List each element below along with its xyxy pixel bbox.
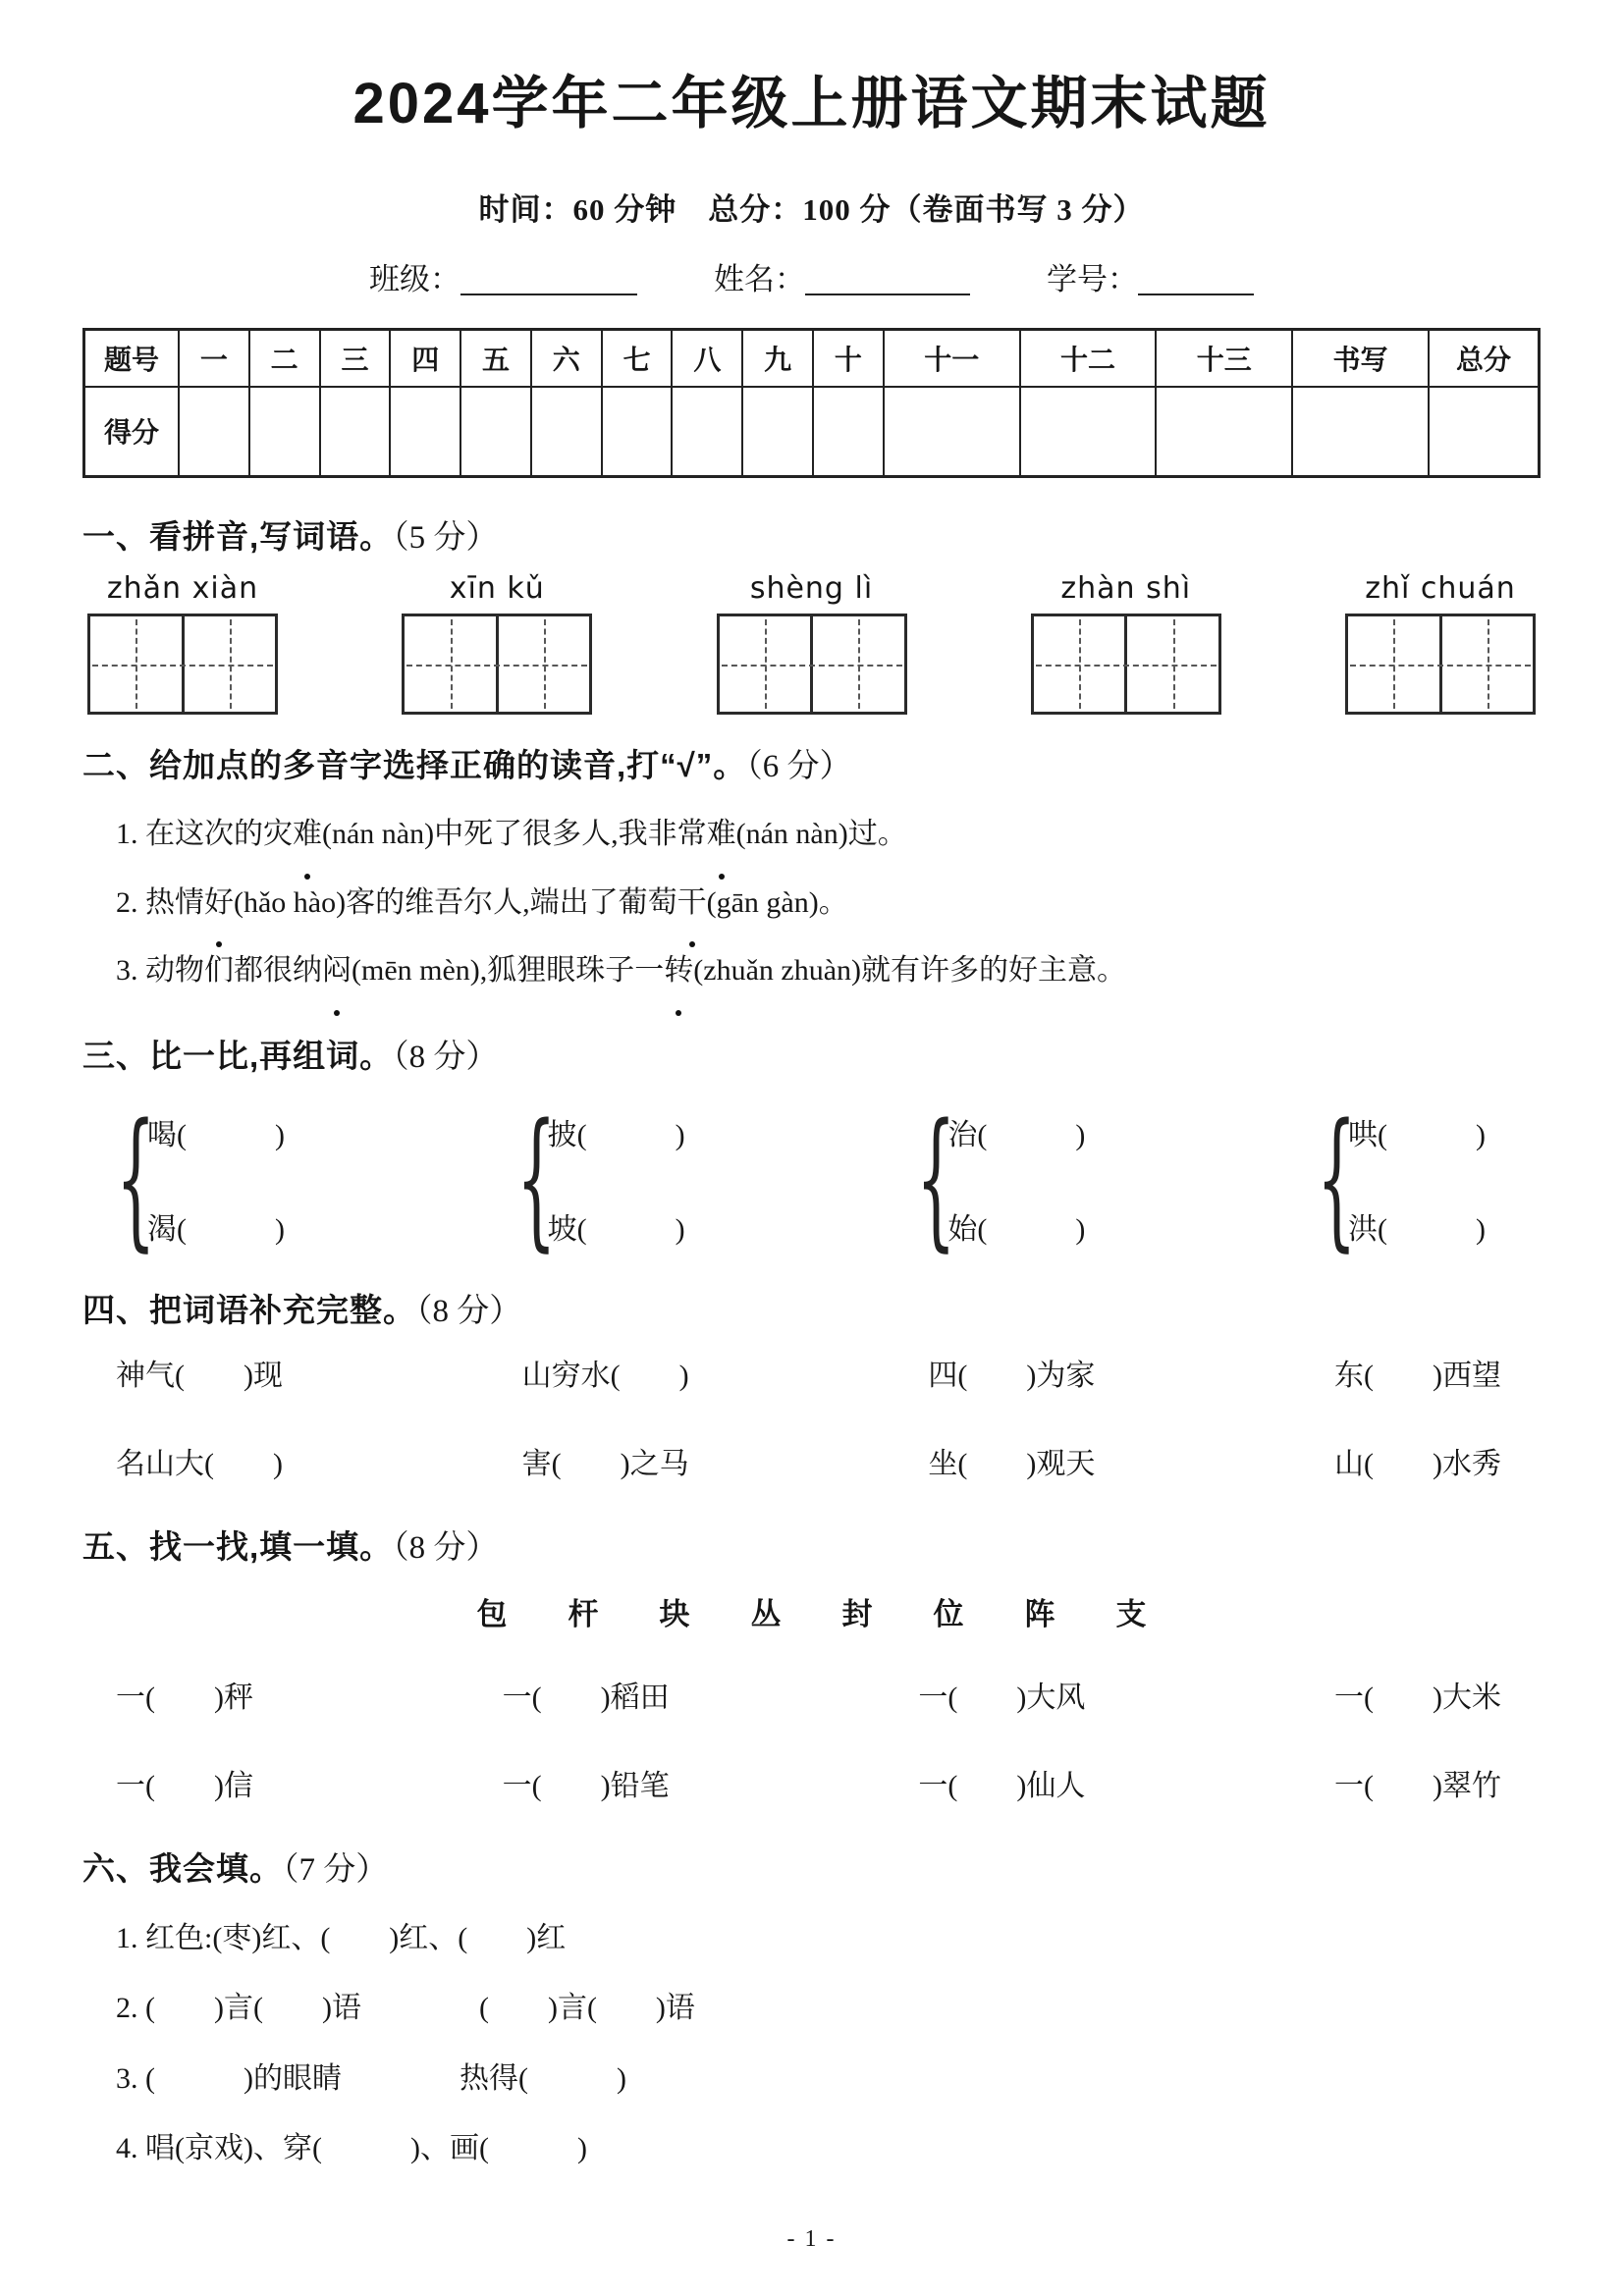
dotted-char: 转 <box>664 936 693 1005</box>
compare-pair <box>916 1091 1086 1265</box>
section-2-title: 二、给加点的多音字选择正确的读音,打“√”。 <box>82 747 747 783</box>
score-col-header: 七 <box>602 330 673 387</box>
bank-char: 位 <box>933 1596 964 1631</box>
compare-pair-item[interactable]: 喝( ) <box>147 1118 285 1151</box>
brace-icon: { <box>116 1091 156 1265</box>
pinyin-label: zhǐ chuán <box>1365 571 1516 606</box>
sentence-list <box>82 800 1541 1005</box>
sentence-item: 3. 动物们都很纳闷(mēn mèn),狐狸眼珠子一转(zhuǎn zhuàn)就有许多的好主意。 <box>82 936 1541 1005</box>
writing-cell[interactable] <box>810 616 904 712</box>
measure-word-item[interactable]: 一( )信 <box>116 1769 253 1802</box>
complete-word-item[interactable]: 坐( )观天 <box>928 1447 1096 1480</box>
complete-word-item[interactable]: 神气( )现 <box>116 1359 283 1392</box>
brace-icon: { <box>1317 1091 1357 1265</box>
compare-pair-rows <box>1348 1110 1486 1248</box>
section-1 <box>82 511 1541 715</box>
measure-words-rows <box>82 1667 1541 1810</box>
complete-word-item[interactable]: 害( )之马 <box>521 1447 689 1480</box>
measure-word-item[interactable]: 一( )仙人 <box>918 1769 1086 1802</box>
id-input[interactable] <box>1138 262 1254 295</box>
pinyin-group <box>86 571 279 715</box>
student-fields <box>82 254 1541 298</box>
pinyin-group <box>401 571 593 715</box>
score-cell[interactable] <box>742 387 813 477</box>
compare-pair-item[interactable]: 坡( ) <box>547 1212 685 1246</box>
bank-char: 封 <box>841 1596 873 1631</box>
section-2 <box>82 740 1541 1005</box>
compare-pair <box>515 1091 685 1265</box>
compare-pair-rows <box>548 1110 685 1248</box>
exam-meta: 时间：60 分钟 总分：100 分（卷面书写 3 分） <box>478 192 1145 227</box>
pinyin-label: xīn kǔ <box>449 571 545 606</box>
page-title: 2024学年二年级上册语文期末试题 <box>352 72 1271 135</box>
section-4 <box>82 1285 1541 1488</box>
section-1-title: 一、看拼音,写词语。 <box>82 518 394 555</box>
dotted-char: 干 <box>677 869 707 937</box>
pinyin-group <box>1030 571 1222 715</box>
fill-list <box>82 1903 1541 2184</box>
score-cell[interactable] <box>460 387 531 477</box>
word-row <box>82 1433 1541 1488</box>
dotted-char: 好 <box>204 869 234 937</box>
measure-word-item[interactable]: 一( )铅笔 <box>502 1769 670 1802</box>
compare-pair-rows <box>947 1110 1085 1248</box>
section-5 <box>82 1522 1541 1810</box>
compare-pair-item[interactable]: 哄( ) <box>1348 1118 1486 1151</box>
pinyin-group <box>1344 571 1537 715</box>
fill-item[interactable]: 4. 唱(京戏)、穿( )、画( ) <box>116 2131 587 2164</box>
writing-cell[interactable] <box>496 616 590 712</box>
score-cell[interactable] <box>1020 387 1157 477</box>
score-col-header: 六 <box>531 330 602 387</box>
compare-pair-item[interactable]: 渴( ) <box>147 1212 285 1246</box>
section-6-heading <box>82 1843 1541 1890</box>
class-input[interactable] <box>460 262 637 295</box>
section-5-heading <box>82 1522 1541 1568</box>
word-row <box>82 1345 1541 1400</box>
compare-pair-item[interactable]: 治( ) <box>947 1118 1086 1151</box>
score-cell[interactable] <box>1292 387 1429 477</box>
score-col-header: 八 <box>672 330 742 387</box>
score-cell[interactable] <box>390 387 460 477</box>
fill-item[interactable]: 2. ( )言( )语 ( )言( )语 <box>116 1992 695 2025</box>
score-row-label: 得分 <box>84 387 180 477</box>
score-cell[interactable] <box>249 387 320 477</box>
score-cell[interactable] <box>602 387 673 477</box>
writing-cell[interactable] <box>90 616 182 712</box>
score-col-header: 一 <box>179 330 249 387</box>
score-table-score-row <box>84 387 1540 477</box>
dotted-char: 难 <box>707 800 736 869</box>
bank-char: 块 <box>659 1596 690 1631</box>
score-col-header: 三 <box>320 330 391 387</box>
score-table-corner: 题号 <box>84 330 180 387</box>
score-table-header-row <box>84 330 1540 387</box>
name-label: 姓名： <box>714 262 805 296</box>
writing-cell[interactable] <box>405 616 496 712</box>
score-cell[interactable] <box>813 387 884 477</box>
writing-cell[interactable] <box>1034 616 1125 712</box>
measure-word-item[interactable]: 一( )秤 <box>116 1681 253 1714</box>
pinyin-group <box>716 571 908 715</box>
writing-box[interactable] <box>1031 614 1221 715</box>
brace-icon: { <box>916 1091 956 1265</box>
section-6-title: 六、我会填。 <box>82 1849 283 1887</box>
page-number: - 1 - <box>786 2226 837 2253</box>
compare-pair-item[interactable]: 洪( ) <box>1348 1212 1486 1246</box>
score-table <box>82 328 1541 478</box>
measure-word-item[interactable]: 一( )翠竹 <box>1334 1769 1501 1802</box>
sentence-item: 1. 在这次的灾难(nán nàn)中死了很多人,我非常难(nán nàn)过。 <box>82 800 1541 869</box>
score-cell[interactable] <box>179 387 249 477</box>
complete-word-item[interactable]: 东( )西望 <box>1334 1359 1501 1392</box>
section-3-title: 三、比一比,再组词。 <box>82 1037 394 1074</box>
bank-char: 包 <box>476 1596 508 1631</box>
score-col-header: 四 <box>390 330 460 387</box>
word-row <box>82 1755 1541 1810</box>
field-name <box>714 254 970 298</box>
writing-box[interactable] <box>87 614 278 715</box>
writing-cell[interactable] <box>1124 616 1218 712</box>
score-cell[interactable] <box>320 387 391 477</box>
id-label: 学号： <box>1047 262 1138 296</box>
bank-char: 杆 <box>568 1596 599 1631</box>
dotted-char: 闷 <box>322 936 352 1005</box>
bank-char: 支 <box>1115 1596 1147 1631</box>
writing-box[interactable] <box>402 614 592 715</box>
section-2-heading <box>82 740 1541 786</box>
class-label: 班级： <box>369 262 460 296</box>
sentence-item: 2. 热情好(hǎo hào)客的维吾尔人,端出了葡萄干(gān gàn)。 <box>82 869 1541 937</box>
score-col-header: 书写 <box>1292 330 1429 387</box>
section-6 <box>82 1843 1541 2184</box>
complete-word-item[interactable]: 山( )水秀 <box>1334 1447 1501 1480</box>
section-3 <box>82 1031 1541 1265</box>
writing-box[interactable] <box>717 614 907 715</box>
fill-item[interactable]: 3. ( )的眼睛 热得( ) <box>116 2061 626 2095</box>
measure-word-item[interactable]: 一( )稻田 <box>502 1681 670 1714</box>
measure-word-item[interactable]: 一( )大风 <box>918 1681 1086 1714</box>
score-cell[interactable] <box>672 387 742 477</box>
section-4-score: （8 分） <box>416 1293 522 1329</box>
writing-cell[interactable] <box>720 616 811 712</box>
measure-word-item[interactable]: 一( )大米 <box>1334 1681 1501 1714</box>
section-3-score: （8 分） <box>393 1039 499 1075</box>
writing-box[interactable] <box>1345 614 1536 715</box>
score-col-header: 十二 <box>1020 330 1157 387</box>
complete-words-rows <box>82 1345 1541 1488</box>
writing-cell[interactable] <box>182 616 276 712</box>
compare-pair-rows <box>147 1110 285 1248</box>
section-5-score: （8 分） <box>393 1529 499 1566</box>
word-row <box>82 1667 1541 1722</box>
section-6-score: （7 分） <box>283 1851 389 1888</box>
section-1-heading <box>82 511 1541 558</box>
pinyin-label: zhǎn xiàn <box>106 571 259 606</box>
bank-char: 丛 <box>750 1596 782 1631</box>
section-4-title: 四、把词语补充完整。 <box>82 1291 416 1328</box>
score-col-header: 十一 <box>884 330 1020 387</box>
compare-pairs-row <box>82 1091 1541 1265</box>
complete-word-item[interactable]: 四( )为家 <box>928 1359 1096 1392</box>
character-bank <box>82 1589 1541 1633</box>
score-col-header: 二 <box>249 330 320 387</box>
pinyin-label: shèng lì <box>749 571 874 606</box>
fill-item[interactable]: 1. 红色:(枣)红、( )红、( )红 <box>116 1921 567 1954</box>
score-cell[interactable] <box>531 387 602 477</box>
score-cell[interactable] <box>884 387 1020 477</box>
complete-word-item[interactable]: 名山大( ) <box>116 1447 283 1480</box>
name-input[interactable] <box>805 262 970 295</box>
compare-pair-item[interactable]: 始( ) <box>947 1212 1086 1246</box>
section-2-score: （6 分） <box>746 749 852 784</box>
section-1-score: （5 分） <box>393 520 499 556</box>
pinyin-label: zhàn shì <box>1060 571 1192 606</box>
field-id <box>1047 254 1254 298</box>
section-4-heading <box>82 1285 1541 1331</box>
score-cell[interactable] <box>1429 387 1540 477</box>
pinyin-writing-row <box>86 571 1537 715</box>
score-col-header: 九 <box>742 330 813 387</box>
bank-char: 阵 <box>1024 1596 1055 1631</box>
writing-cell[interactable] <box>1439 616 1534 712</box>
score-col-header: 十三 <box>1156 330 1292 387</box>
compare-pair-item[interactable]: 披( ) <box>547 1118 685 1151</box>
section-3-heading <box>82 1031 1541 1077</box>
writing-cell[interactable] <box>1348 616 1439 712</box>
score-col-header: 十 <box>813 330 884 387</box>
complete-word-item[interactable]: 山穷水( ) <box>521 1359 689 1392</box>
score-col-header: 总分 <box>1429 330 1540 387</box>
compare-pair <box>116 1091 285 1265</box>
score-col-header: 五 <box>460 330 531 387</box>
section-5-title: 五、找一找,填一填。 <box>82 1527 394 1565</box>
dotted-char: 难 <box>293 800 322 869</box>
brace-icon: { <box>515 1091 557 1265</box>
field-class <box>369 254 637 298</box>
score-cell[interactable] <box>1156 387 1292 477</box>
compare-pair <box>1317 1091 1486 1265</box>
